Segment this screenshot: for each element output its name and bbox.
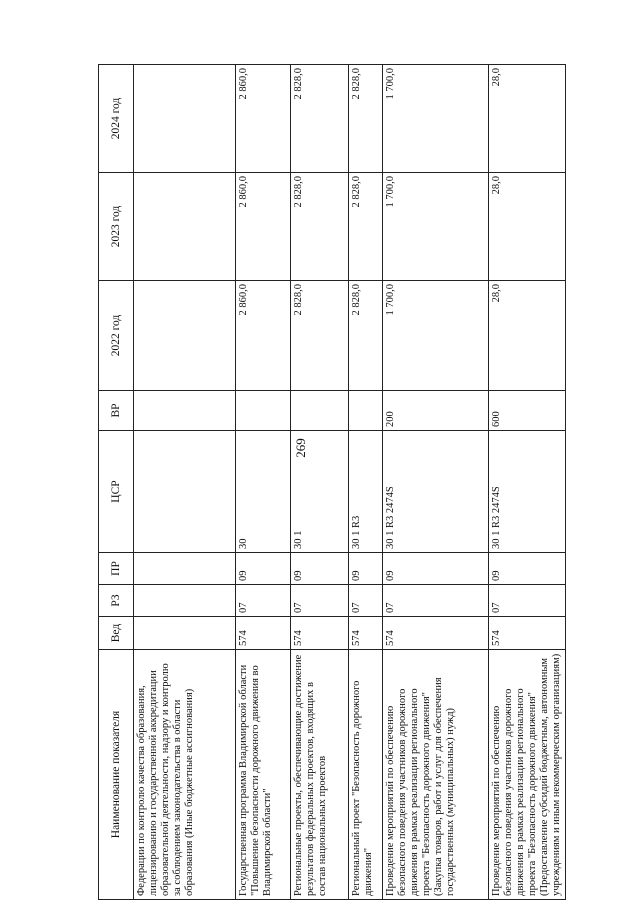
cell-2022: 2 828,0 — [349, 281, 383, 391]
cell-2024: 1 700,0 — [383, 65, 489, 173]
budget-table-sheet — [98, 65, 562, 900]
cell-pr — [134, 553, 236, 585]
cell-2023: 28,0 — [489, 173, 566, 281]
cell-2024: 28,0 — [489, 65, 566, 173]
table-row — [349, 65, 383, 900]
page-number: 269 — [293, 438, 308, 458]
cell-ved — [134, 617, 236, 650]
header-2023: 2023 год — [99, 173, 134, 281]
header-name: Наименование показателя — [99, 650, 134, 900]
table-row — [236, 65, 291, 900]
cell-name: Проведение мероприятий по обеспечению безопасного поведения участников дорожного движения в рамках реализации регионального проекта "Безопасность дорожного движения" (Закупка товаров, работ и услуг для обеспечения государственных (муниципальных) нужд) — [383, 650, 489, 900]
cell-name: Государственная программа Владимирской области "Повышение безопасности дорожного движения во Владимирской области" — [236, 650, 291, 900]
cell-csr: 30 — [236, 431, 291, 553]
cell-2024: 2 860,0 — [236, 65, 291, 173]
cell-vr: 600 — [489, 391, 566, 431]
cell-2022: 2 828,0 — [291, 281, 349, 391]
table-row — [383, 65, 489, 900]
cell-2023 — [134, 173, 236, 281]
cell-2024: 2 828,0 — [349, 65, 383, 173]
cell-2023: 2 828,0 — [349, 173, 383, 281]
budget-table — [98, 64, 566, 900]
cell-name: Федерации по контролю качества образования, лицензированию и государственной аккредитации образовательной деятельности, надзору и контролю за соблюдением законодательства в области образования (Иные бюджетные ассигнования) — [134, 650, 236, 900]
cell-pr: 09 — [236, 553, 291, 585]
cell-name: Проведение мероприятий по обеспечению безопасного поведения участников дорожного движения в рамках реализации регионального проекта "Безопасность дорожного движения" (Предоставление субсидий бюджетным, автономным учреждениям и иным некоммерческим организациям) — [489, 650, 566, 900]
cell-pr: 09 — [291, 553, 349, 585]
cell-pr: 09 — [383, 553, 489, 585]
table-row — [134, 65, 236, 900]
header-vr: ВР — [99, 391, 134, 431]
cell-ved: 574 — [349, 617, 383, 650]
cell-2022: 2 860,0 — [236, 281, 291, 391]
cell-vr — [291, 391, 349, 431]
cell-rz: 07 — [489, 585, 566, 617]
cell-ved: 574 — [383, 617, 489, 650]
cell-2024 — [134, 65, 236, 173]
cell-rz: 07 — [383, 585, 489, 617]
header-csr: ЦСР — [99, 431, 134, 553]
cell-2023: 2 828,0 — [291, 173, 349, 281]
cell-name: Региональные проекты, обеспечивающие достижение результатов федеральных проектов, входящих в состав национальных проектов — [291, 650, 349, 900]
table-row — [291, 65, 349, 900]
cell-rz: 07 — [291, 585, 349, 617]
header-2024: 2024 год — [99, 65, 134, 173]
header-ved: Вед — [99, 617, 134, 650]
cell-vr — [134, 391, 236, 431]
header-pr: ПР — [99, 553, 134, 585]
cell-ved: 574 — [291, 617, 349, 650]
cell-rz: 07 — [236, 585, 291, 617]
cell-2024: 2 828,0 — [291, 65, 349, 173]
cell-name: Региональный проект "Безопасность дорожного движения" — [349, 650, 383, 900]
table-row — [489, 65, 566, 900]
cell-2023: 2 860,0 — [236, 173, 291, 281]
cell-vr: 200 — [383, 391, 489, 431]
cell-2022: 28,0 — [489, 281, 566, 391]
cell-csr: 30 1 — [291, 431, 349, 553]
cell-2023: 1 700,0 — [383, 173, 489, 281]
cell-csr — [134, 431, 236, 553]
header-rz: РЗ — [99, 585, 134, 617]
cell-csr: 30 1 R3 — [349, 431, 383, 553]
cell-rz: 07 — [349, 585, 383, 617]
cell-pr: 09 — [489, 553, 566, 585]
cell-rz — [134, 585, 236, 617]
cell-csr: 30 1 R3 2474S — [383, 431, 489, 553]
cell-vr — [349, 391, 383, 431]
cell-ved: 574 — [236, 617, 291, 650]
cell-csr: 30 1 R3 2474S — [489, 431, 566, 553]
cell-vr — [236, 391, 291, 431]
cell-ved: 574 — [489, 617, 566, 650]
cell-pr: 09 — [349, 553, 383, 585]
cell-2022 — [134, 281, 236, 391]
table-header-row — [99, 65, 134, 900]
cell-2022: 1 700,0 — [383, 281, 489, 391]
header-2022: 2022 год — [99, 281, 134, 391]
